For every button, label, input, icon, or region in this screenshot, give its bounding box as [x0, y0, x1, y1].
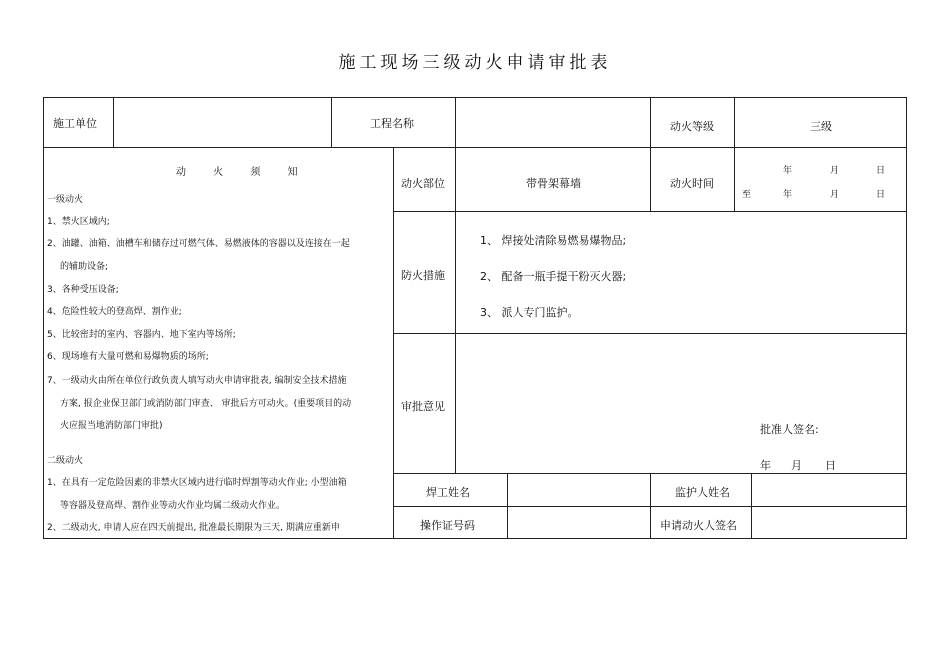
notice-line: 2、油罐、油箱、油槽车和储存过可燃气体、易燃液体的容器以及连接在一起	[47, 239, 350, 249]
row-divider	[43, 147, 907, 148]
approval-day: 日	[825, 459, 836, 472]
time-to: 至	[742, 190, 752, 200]
table-border-left	[43, 97, 44, 539]
guardian-name-field[interactable]	[757, 482, 901, 498]
col-divider	[751, 473, 752, 538]
table-border-top	[43, 97, 907, 98]
col-divider	[393, 147, 394, 538]
notice-heading: 动 火 须 知	[176, 167, 310, 178]
time-end-month: 月	[830, 190, 840, 200]
notice-line: 的辅助设备;	[60, 262, 109, 272]
row-divider	[393, 333, 907, 334]
col-divider	[650, 97, 651, 147]
measures-label: 防火措施	[401, 269, 445, 282]
unit-label: 施工单位	[53, 117, 97, 130]
welder-name-label: 焊工姓名	[426, 486, 470, 499]
level-value: 三级	[810, 120, 832, 133]
time-start-day: 日	[876, 166, 886, 176]
welder-name-field[interactable]	[512, 482, 644, 498]
project-field[interactable]	[462, 115, 644, 131]
project-label: 工程名称	[370, 117, 414, 130]
time-end-year: 年	[783, 190, 793, 200]
col-divider	[507, 473, 508, 538]
location-value: 带骨架幕墙	[526, 177, 581, 190]
approval-month: 月	[791, 459, 802, 472]
measure-item: 2、 配备一瓶手提干粉灭火器;	[480, 270, 627, 283]
notice-line: 1、禁火区域内;	[47, 217, 110, 227]
time-end-day: 日	[876, 190, 886, 200]
certificate-number-label: 操作证号码	[420, 519, 475, 532]
measure-item: 3、 派人专门监护。	[480, 306, 579, 319]
notice-line: 7、一级动火由所在单位行政负责人填写动火申请审批表, 编制安全技术措施	[47, 376, 347, 386]
notice-level1-title: 一级动火	[47, 195, 84, 205]
location-label: 动火部位	[401, 177, 445, 190]
approver-signature-label: 批准人签名:	[760, 423, 819, 436]
time-start-year: 年	[783, 166, 793, 176]
applicant-signature-field[interactable]	[757, 515, 901, 531]
applicant-signature-label: 申请动火人签名	[660, 519, 737, 532]
col-divider	[331, 97, 332, 147]
notice-line: 6、现场堆有大量可燃和易爆物质的场所;	[47, 352, 209, 362]
notice-line: 5、比较密封的室内、容器内、地下室内等场所;	[47, 330, 236, 340]
approval-year: 年	[760, 459, 771, 472]
col-divider	[650, 473, 651, 538]
col-divider	[113, 97, 114, 147]
time-label: 动火时间	[670, 177, 714, 190]
notice-line: 4、危险性较大的登高焊、割作业;	[47, 307, 182, 317]
guardian-name-label: 监护人姓名	[675, 486, 730, 499]
col-divider	[650, 147, 651, 211]
notice-line: 2、二级动火, 申请人应在四天前提出, 批准最长期限为三天, 期满应重新申	[47, 523, 340, 533]
time-start-month: 月	[830, 166, 840, 176]
approval-label: 审批意见	[401, 400, 445, 413]
level-label: 动火等级	[670, 120, 714, 133]
table-border-bottom	[43, 538, 907, 539]
notice-line: 3、各种受压设备;	[47, 285, 119, 295]
col-divider	[455, 97, 456, 147]
notice-line: 1、在具有一定危险因素的非禁火区域内进行临时焊割等动火作业; 小型油箱	[47, 478, 347, 488]
row-divider	[393, 211, 907, 212]
certificate-number-field[interactable]	[512, 515, 644, 531]
col-divider	[734, 97, 735, 147]
notice-level2-title: 二级动火	[47, 456, 84, 466]
col-divider	[455, 147, 456, 473]
form-title: 施工现场三级动火申请审批表	[338, 53, 612, 73]
notice-line: 等容器及登高焊、割作业等动火作业均属二级动火作业。	[60, 501, 286, 511]
col-divider	[734, 147, 735, 211]
notice-line: 方案, 报企业保卫部门或消防部门审查、 审批后方可动火。(重要项目的动	[60, 399, 352, 409]
notice-line: 火应报当地消防部门审批)	[60, 421, 163, 431]
measure-item: 1、 焊接处清除易燃易爆物品;	[480, 234, 627, 247]
unit-field[interactable]	[120, 115, 325, 131]
